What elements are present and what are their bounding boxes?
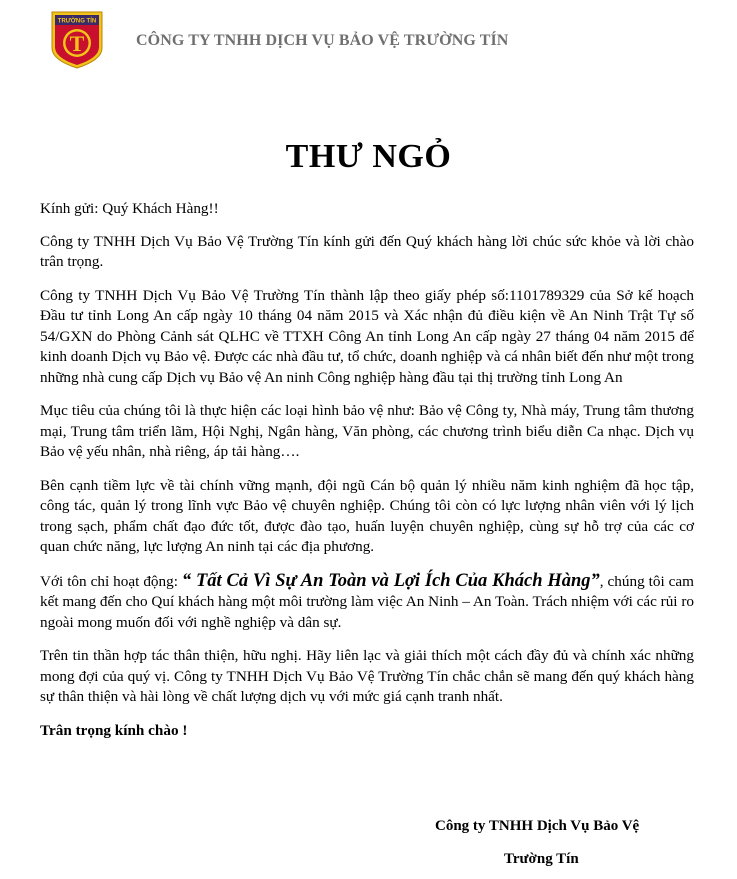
paragraph-license: Công ty TNHH Dịch Vụ Bảo Vệ Trường Tín thành lập theo giấy phép số:1101789329 của Sở kế hoạch Đầu tư tỉnh Long An cấp ngày 10 tháng 04 năm 2015 và Xác nhận đủ điều kiện về An Ninh Trật Tự số 54/GXN do Phòng Cảnh sát QLHC về TTXH Công An tỉnh Long An cấp ngày 27 tháng 04 năm 2015 để kinh doanh Dịch vụ Bảo vệ. Được các nhà đầu tư, tổ chức, doanh nghiệp và cá nhân biết đến như một trong những nhà cung cấp Dịch vụ Bảo vệ An ninh Công nghiệp hàng đầu tại thị trường tỉnh Long An: [40, 286, 694, 386]
signature-name: Trường Tín: [504, 851, 579, 867]
signature-company: Công ty TNHH Dịch Vụ Bảo Vệ: [435, 818, 640, 834]
motto-rest: , chúng tôi cam kết mang đến cho Quí khách hàng một môi trường làm việc An Ninh – An Toàn. Trách nhiệm với các rủi ro ngoài mong muốn đối với nghề nghiệp và dân sự.: [40, 572, 694, 631]
paragraph-final: Trên tin thần hợp tác thân thiện, hữu nghị. Hãy liên lạc và giải thích một cách đầy đủ và chính xác những mong đợi của quý vị. Công ty TNHH Dịch Vụ Bảo Vệ Trường Tín chắc chắn sẽ mang đến quý khách hàng sự thân thiện và hài lòng về chất lượng dịch vụ với mức giá cạnh tranh nhất.: [40, 647, 694, 705]
company-header: CÔNG TY TNHH DỊCH VỤ BẢO VỆ TRƯỜNG TÍN: [136, 32, 509, 49]
paragraph-services: Mục tiêu của chúng tôi là thực hiện các loại hình bảo vệ như: Bảo vệ Công ty, Nhà máy, Trung tâm thương mại, Trung tâm triển lãm, Hội Nghị, Ngân hàng, Văn phòng, các chương trình biểu diễn Ca nhạc. Dịch vụ Bảo vệ yếu nhân, nhà riêng, áp tải hàng….: [40, 402, 694, 460]
paragraph-motto: [40, 571, 694, 634]
motto-intro: Với tôn chỉ hoạt động:: [40, 572, 182, 590]
logo-letter: T: [69, 31, 85, 56]
paragraph-intro: Công ty TNHH Dịch Vụ Bảo Vệ Trường Tín kính gửi đến Quý khách hàng lời chúc sức khỏe và lời chào trân trọng.: [40, 232, 694, 270]
motto-slogan: “ Tất Cả Vì Sự An Toàn và Lợi Ích Của Khách Hàng”: [181, 570, 600, 591]
letter-title: THƯ NGỎ: [285, 138, 452, 175]
greeting: Kính gửi: Quý Khách Hàng!!: [40, 200, 219, 217]
company-logo: [48, 8, 106, 70]
letter-body: [40, 199, 694, 754]
logo-text: TRƯỜNG TÍN: [57, 18, 97, 25]
closing: Trân trọng kính chào !: [40, 721, 188, 739]
paragraph-capability: Bên cạnh tiềm lực về tài chính vững mạnh, đội ngũ Cán bộ quản lý nhiều năm kinh nghiệm đã học tập, công tác, quản lý trong lĩnh vực Bảo vệ chuyên nghiệp. Chúng tôi còn có lực lượng nhân viên với lý lịch trong sạch, phẩm chất đạo đức tốt, được đào tạo, huấn luyện chuyên nghiệp, cùng sự hỗ trợ của các cơ quan chức năng, lực lượng An ninh tại các địa phương.: [40, 476, 694, 555]
